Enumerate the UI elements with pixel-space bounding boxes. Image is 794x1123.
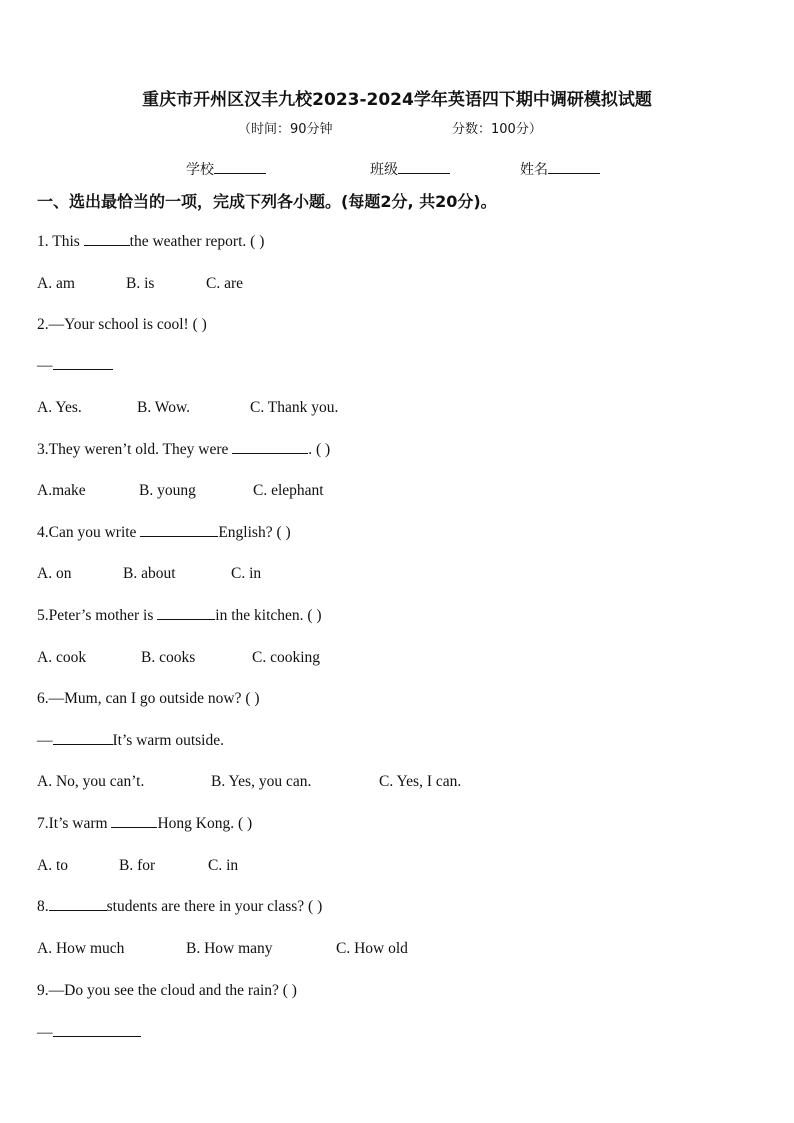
answer-blank[interactable] [84,233,130,246]
school-label: 学校 [186,162,214,178]
option-c[interactable]: C. elephant [253,482,324,499]
question-1: 1. This the weather report. ( ) [37,233,265,250]
name-label: 姓名 [520,162,548,178]
reply-2: — [37,357,113,375]
option-b[interactable]: B. How many [186,940,273,957]
reply-9: — [37,1024,141,1042]
options-2 [37,399,338,417]
name-blank[interactable] [548,159,600,174]
option-b[interactable]: B. cooks [141,649,196,666]
option-c[interactable]: C. in [208,857,239,874]
option-b[interactable]: B. young [139,482,196,499]
question-7: 7.It’s warm Hong Kong. ( ) [37,815,253,832]
option-b[interactable]: B. Yes, you can. [211,773,312,790]
option-c[interactable]: C. cooking [252,649,321,666]
section-heading: 一、选出最恰当的一项，完成下列各小题。(每题2分, 共20分)。 [37,192,497,211]
class-label: 班级 [370,162,398,178]
option-a[interactable]: A.make [37,482,86,499]
question-6: 6.—Mum, can I go outside now? ( ) [37,690,260,707]
question-9: 9.—Do you see the cloud and the rain? ( ) [37,982,297,999]
class-blank[interactable] [398,159,450,174]
question-2: 2.—Your school is cool! ( ) [37,316,207,333]
exam-time: （时间：90分钟 [238,122,333,137]
answer-blank[interactable] [232,441,308,454]
answer-blank[interactable] [53,357,113,370]
reply-6: — It’s warm outside. [37,732,224,749]
options-7 [37,857,238,875]
answer-blank[interactable] [140,524,218,537]
class-field [370,159,450,179]
page-title: 重庆市开州区汉丰九校2023-2024学年英语四下期中调研模拟试题 [142,90,652,110]
option-c[interactable]: C. Thank you. [250,399,339,416]
exam-score: 分数：100分） [452,122,542,137]
answer-blank[interactable] [111,815,157,828]
option-c[interactable]: C. Yes, I can. [379,773,462,790]
options-8 [37,940,408,958]
option-a[interactable]: A. cook [37,649,87,666]
answer-blank[interactable] [157,607,215,620]
question-8: 8. students are there in your class? ( ) [37,898,323,915]
option-b[interactable]: B. is [126,275,155,292]
option-a[interactable]: A. Yes. [37,399,82,416]
option-b[interactable]: B. about [123,565,176,582]
options-6 [37,773,461,791]
option-c[interactable]: C. are [206,275,244,292]
answer-blank[interactable] [53,732,113,745]
school-blank[interactable] [214,159,266,174]
option-c[interactable]: C. How old [336,940,408,957]
option-a[interactable]: A. am [37,275,75,292]
option-a[interactable]: A. to [37,857,68,874]
question-4: 4.Can you write English? ( ) [37,524,291,541]
answer-blank[interactable] [49,898,107,911]
options-3 [37,482,324,500]
options-5 [37,649,320,667]
option-a[interactable]: A. No, you can’t. [37,773,145,790]
question-3: 3.They weren’t old. They were . ( ) [37,441,331,458]
option-a[interactable]: A. How much [37,940,125,957]
name-field [520,159,600,179]
option-b[interactable]: B. for [119,857,156,874]
question-5: 5.Peter’s mother is in the kitchen. ( ) [37,607,322,624]
options-1 [37,275,243,293]
school-field [186,159,266,179]
answer-blank[interactable] [53,1024,141,1037]
options-4 [37,565,261,583]
option-b[interactable]: B. Wow. [137,399,191,416]
option-a[interactable]: A. on [37,565,72,582]
option-c[interactable]: C. in [231,565,262,582]
